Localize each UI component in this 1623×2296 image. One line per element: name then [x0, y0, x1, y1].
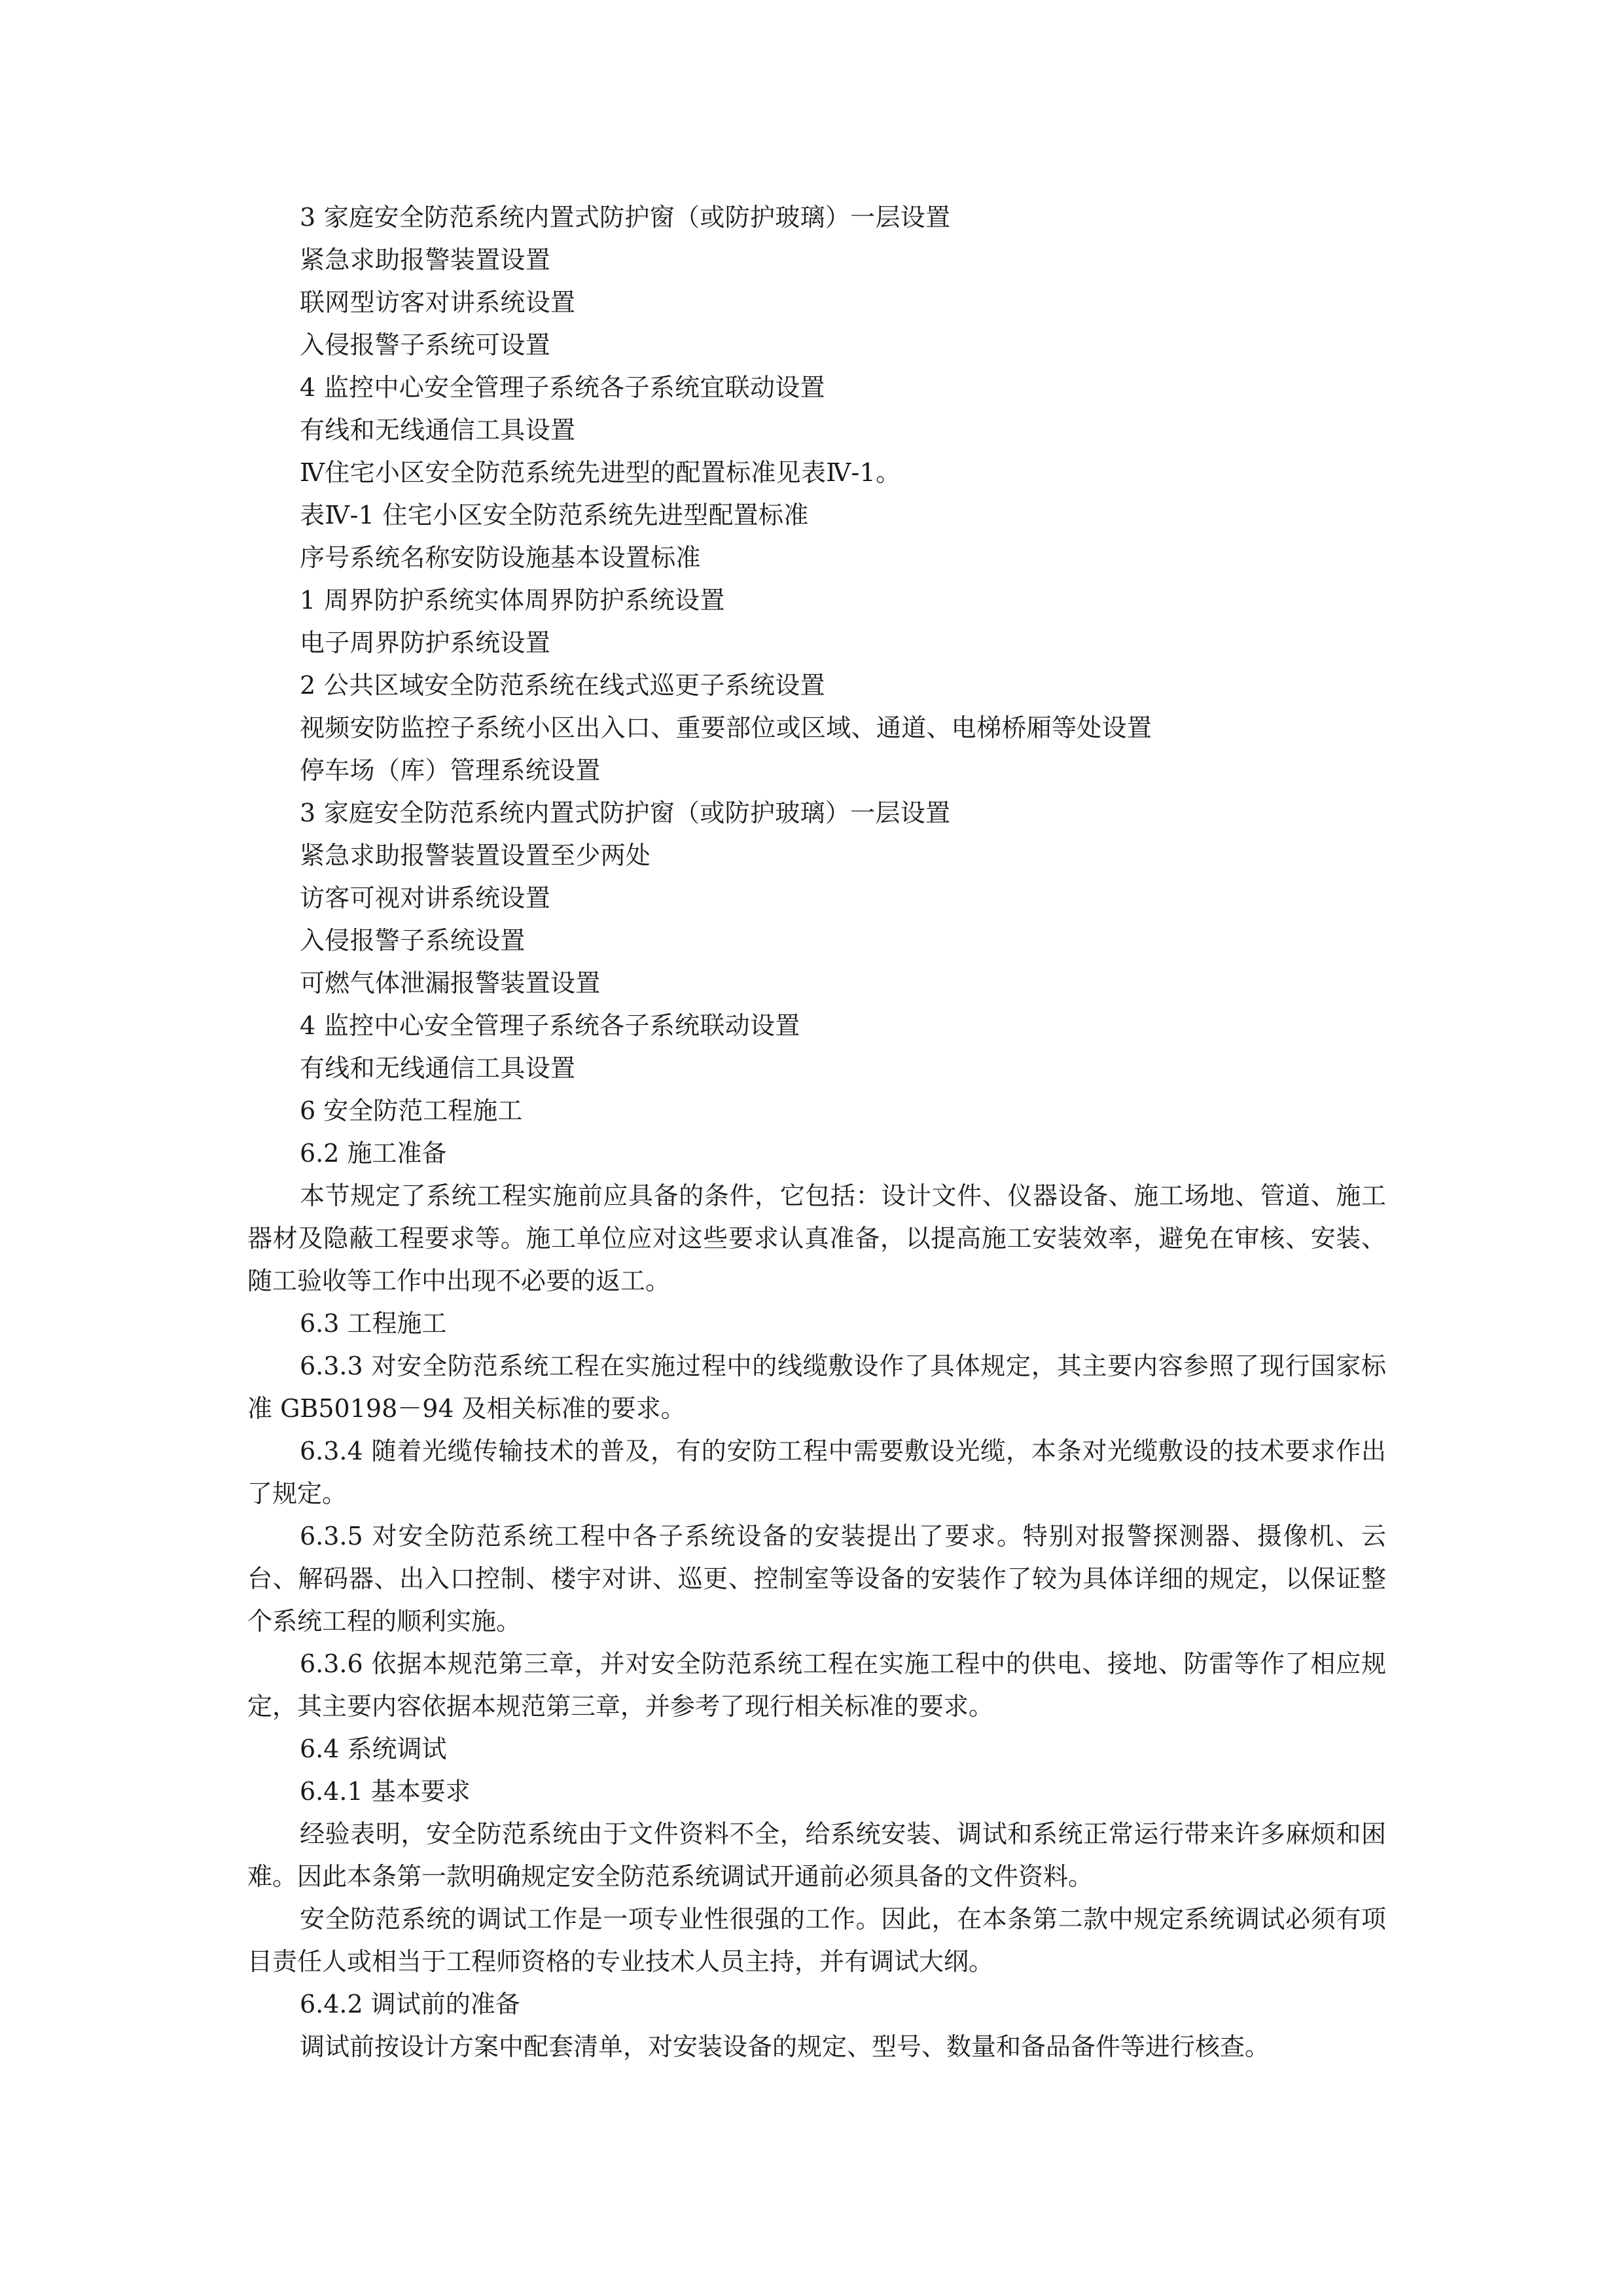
document-body: [247, 196, 1386, 2068]
table-caption: 表Ⅳ-1 住宅小区安全防范系统先进型配置标准: [300, 501, 809, 529]
text-line: 紧急求助报警装置设置: [300, 245, 551, 274]
paragraph: 安全防范系统的调试工作是一项专业性很强的工作。因此，在本条第二款中规定系统调试必须有项目责任人或相当于工程师资格的专业技术人员主持，并有调试大纲。: [247, 1905, 1386, 1976]
text-line: 入侵报警子系统可设置: [300, 331, 551, 359]
text-line: 紧急求助报警装置设置至少两处: [300, 841, 651, 870]
text-line: 联网型访客对讲系统设置: [300, 288, 576, 317]
text-line: 1 周界防护系统实体周界防护系统设置: [300, 586, 725, 615]
section-heading: 6.3 工程施工: [300, 1309, 447, 1338]
text-line: 停车场（库）管理系统设置: [300, 756, 601, 785]
text-line: 3 家庭安全防范系统内置式防护窗（或防护玻璃）一层设置: [300, 203, 951, 232]
text-line: 4 监控中心安全管理子系统各子系统宜联动设置: [300, 373, 825, 402]
paragraph: 6.3.4 随着光缆传输技术的普及，有的安防工程中需要敷设光缆，本条对光缆敷设的技术要求作出了规定。: [247, 1437, 1386, 1508]
text-line: 入侵报警子系统设置: [300, 926, 526, 955]
paragraph: 经验表明，安全防范系统由于文件资料不全，给系统安装、调试和系统正常运行带来许多麻烦和困难。因此本条第一款明确规定安全防范系统调试开通前必须具备的文件资料。: [247, 1820, 1386, 1891]
text-line: 3 家庭安全防范系统内置式防护窗（或防护玻璃）一层设置: [300, 798, 951, 827]
text-line: 访客可视对讲系统设置: [300, 884, 551, 912]
text-line: 视频安防监控子系统小区出入口、重要部位或区域、通道、电梯桥厢等处设置: [300, 713, 1152, 742]
paragraph: 6.3.6 依据本规范第三章，并对安全防范系统工程在实施工程中的供电、接地、防雷等作了相应规定，其主要内容依据本规范第三章，并参考了现行相关标准的要求。: [247, 1649, 1386, 1721]
section-heading: 6.4 系统调试: [300, 1734, 447, 1763]
text-line: 2 公共区域安全防范系统在线式巡更子系统设置: [300, 671, 825, 700]
table-header-line: 序号系统名称安防设施基本设置标准: [300, 543, 701, 572]
section-heading: 6.4.1 基本要求: [300, 1777, 471, 1806]
text-line: 有线和无线通信工具设置: [300, 1054, 576, 1083]
paragraph: 调试前按设计方案中配套清单，对安装设备的规定、型号、数量和备品备件等进行核查。: [300, 2032, 1270, 2061]
paragraph: 6.3.5 对安全防范系统工程中各子系统设备的安装提出了要求。特别对报警探测器、摄像机、云台、解码器、出入口控制、楼宇对讲、巡更、控制室等设备的安装作了较为具体详细的规定，以保证整个系统工程的顺利实施。: [247, 1522, 1386, 1636]
text-line: 4 监控中心安全管理子系统各子系统联动设置: [300, 1011, 800, 1040]
text-line: 有线和无线通信工具设置: [300, 416, 576, 444]
text-line: 电子周界防护系统设置: [300, 628, 551, 657]
text-line: 可燃气体泄漏报警装置设置: [300, 969, 601, 997]
section-heading: 6.2 施工准备: [300, 1139, 447, 1168]
text-line: Ⅳ住宅小区安全防范系统先进型的配置标准见表Ⅳ-1。: [300, 458, 901, 487]
paragraph: 6.3.3 对安全防范系统工程在实施过程中的线缆敷设作了具体规定，其主要内容参照了现行国家标准 GB50198－94 及相关标准的要求。: [247, 1352, 1386, 1423]
section-heading: 6.4.2 调试前的准备: [300, 1990, 520, 2018]
paragraph: 本节规定了系统工程实施前应具备的条件，它包括：设计文件、仪器设备、施工场地、管道、施工器材及隐蔽工程要求等。施工单位应对这些要求认真准备，以提高施工安装效率，避免在审核、安装、随工验收等工作中出现不必要的返工。: [247, 1181, 1386, 1295]
section-heading: 6 安全防范工程施工: [300, 1096, 523, 1125]
